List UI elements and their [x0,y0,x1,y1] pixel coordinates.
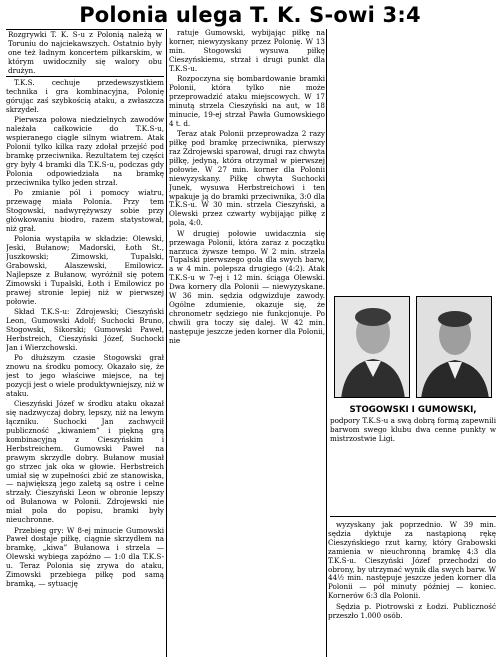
caption-title: STOGOWSKI I GUMOWSKI, [349,405,477,415]
caption-text: podpory T.K.S-u a swą dobrą formą zapewnili barwom swego klubu dwa cenne punkty w mistrzostwie Ligi. [330,416,496,443]
photo-caption [330,405,496,517]
headline: Polonia ulega T. K. S-owi 3:4 [79,3,421,27]
paragraph: Po dłuższym czasie Stogowski grał znowu na środku pomocy. Okazało się, że jest to jego właściwe miejsce, na tej pozycji jest o wiele produktywniejszy, niż w ataku. [6,353,164,398]
player-photos [332,296,494,404]
portrait-image [417,297,492,398]
photo-gumowski [416,296,492,398]
intro-paragraph: Rozgrywki T. K. S-u z Polonią należą w Toruniu do najciekawszych. Ostatnio były one też ładnym koncertem piłkarskim, w którym uwidoczniły się walory obu drużyn. [6,29,164,77]
article-column-2 [169,29,325,657]
paragraph: Teraz atak Polonii przeprowadza 2 razy piłkę pod bramkę przeciwnika, pierwszy raz Zdrojewski sparował, drugi raz chwyta piłkę, jedyną, która otrzymał w pierwszej połowie. W 27 min. korner dla Polonii niewyzyskany. Piłkę chwyta Suchocki Junek, wysuwa Herbstreichowi i ten wpakuje ją do bramki przeciwnika, 3:0 dla T.K.S-u. W 30 min. strzela Cieszyński, a Olewski przez czwarty wybijając piłkę z pola, 4:0. [169,129,325,228]
paragraph: ratuje Gumowski, wybijając piłkę na korner, niewyzyskany przez Polonię. W 13 min. Stogowski wysuwa piłkę Cieszyńskiemu, strzał i drugi punkt dla T.K.S-u. [169,29,325,73]
column-separator [326,29,327,657]
article-column-3 [328,29,496,291]
paragraph: Rozpoczyna się bombardowanie bramki Polonii, która tylko nie może przeprowadzić ataku miejscowych. W 17 minutą strzela Cieszyński na aut, w 18 minucie, 19-ej strzał Pawła Gumowskiego 4 t. d. [169,74,325,128]
paragraph: T.K.S. cechuje przedewszystkiem technika i gra kombinacyjna, Polonię górując zaś szybkością ataku, a zwłaszcza skrzydeł. [6,79,164,114]
paragraph: Sędzia p. Piotrowski z Łodzi. Publiczność przeszło 1.000 osób. [328,601,496,620]
article-column-1 [6,79,164,657]
portrait-image [335,297,410,398]
paragraph: W drugiej połowie uwidacznia się przewaga Polonii, która zaraz z początku narzuca żywsze tempo. W 2 min. strzela Tupalski pierwszego gola dla swych barw, a w 4 min. polepsza drugiego (4:2). Atak T.K.S-u w 7-ej i 12 min. ściąga Olewski. Dwa kornery dla Polonii — niewyzyskane. W 36 min. sędzia odgwizduje zawody. Ogólne zdumienie, okazuje się, że chronometr sędziego nie funkcjonuje. Po chwili gra toczy się dalej. W 42 min. następuje jeszcze jeden korner dla Polonii, nie [169,228,325,345]
paragraph: Polonia wystąpiła w składzie: Olewski, Jeski, Bułanow; Madorski, Łoth St., Juszkowski; Zimowski, Tupalski, Grabowski, Alaszewski, Emilowicz. Najlepsze z Bułanow, wyróżnił się potem Zimowski i Tupalski, Łoth i Emilowicz po prawej stronie lepiej niż w pierwszej połowie. [6,234,164,306]
paragraph: Po zmianie pól i pomocy wiatru, przewagę miała Polonia. Przy tem Stogowski, nadwyrężywszy sobie przy główkowaniu biodro, razem statystował, niż grał. [6,188,164,233]
paragraph: Przebieg gry: W 8-ej minucie Gumowski Paweł dostaje piłkę, ciągnie skrzydłem na bramkę, „kiwa” Bułanowa i strzela — Olewski wybiega zapóźno — 1:0 dla T.K.S-u. Teraz Polonia się zrywa do ataku, Zimowski przebiega piłkę pod samą bramką, — sytuację [6,525,164,588]
paragraph: Cieszyński Józef w środku ataku okazał się nadzwyczaj dobry, lepszy, niż na lewym łączniku. Suchocki Jan zachwycił publiczność „kiwaniem” i piękną grą kombinacyjną z Cieszyńskim i Herbstreichem. Gumowski Paweł na prawym skrzydle dobry. Bułanow musiał go strzec jak oka w głowie. Herbstreich umiał się w zupełności zbić ze stanowiska, — największą jego zaletą są ostre i celne strzały. Cieszyński Leon w obronie lepszy od Bułanowa w Polonii. Zdrojewski nie miał pola do popisu, bramki były nieuchronne. [6,399,164,525]
article-column-3-bottom [328,521,496,657]
column-separator [166,29,167,657]
paragraph: Pierwsza połowa niedzielnych zawodów należała całkowicie do T.K.S-u, wspieranego ciągle silnym wiatrem. Atak Polonii tylko kilka razy zdołał przejść pod bramkę przeciwnika. Rezultatem tej części gry były 4 bramki dla T.K.S-u, podczas gdy Polonia odpowiedziała na bramkę przeciwnika tylko jeden strzał. [6,115,164,187]
paragraph: wyzyskany jak poprzednio. W 39 min. sędzia dyktuje za nastąpioną rękę Cieszyńskiego rzut karny, który Grabowski zamienia w nieuchronną bramkę 4:3 dla T.K.S-u. Cieszyński Józef przechodzi do obrony, by utrzymać wynik dla swych barw. W 44½ min. następuje jeszcze jeden korner dla Polonii — pół minuty później — koniec. Kornerów 6:3 dla Polonii. [328,521,496,601]
paragraph: Skład T.K.S-u: Zdrojewski; Cieszyński Leon, Gumowski Adolf; Suchocki Bruno, Stogowski, Sikorski; Gumowski Paweł, Herbstreich, Cieszyński Józef, Suchocki Jan i Wierzchowski. [6,307,164,352]
photo-stogowski [334,296,410,398]
